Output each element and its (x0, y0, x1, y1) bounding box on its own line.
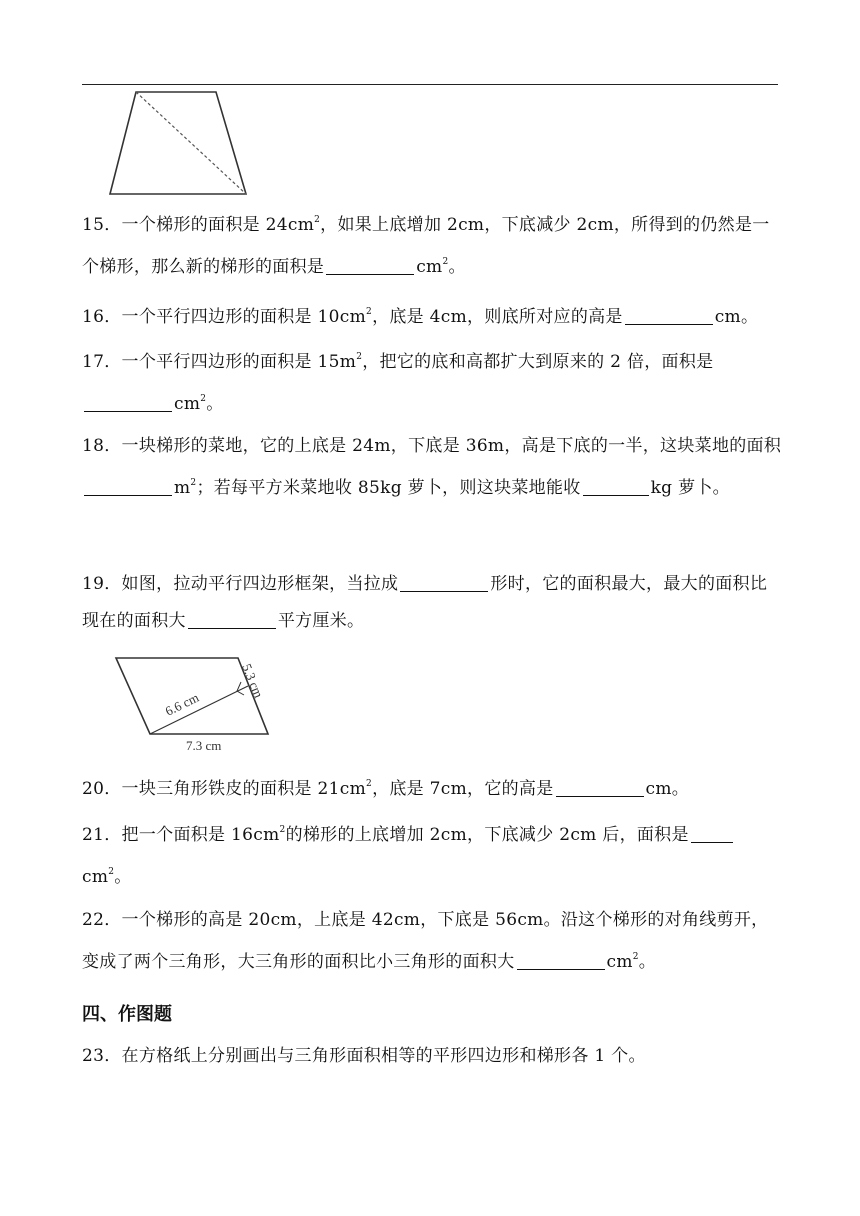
parallelogram-figure (108, 650, 278, 756)
answer-blank[interactable] (556, 778, 644, 797)
question-16: 16．一个平行四边形的面积是 $10cm^2$，底是 4cm，则底所对应的高是 cm。 (82, 307, 759, 327)
question-22: 22．一个梯形的高是 20cm，上底是 42cm，下底是 56cm。沿这个梯形的对角线剪开，变成了两个三角形，大三角形的面积比小三角形的面积大 $cm^2$。 (82, 910, 769, 972)
question-19: 19．如图，拉动平行四边形框架，当拉成 形时，它的面积最大，最大的面积比现在的面积大 平方厘米。 (82, 574, 768, 631)
answer-blank[interactable] (691, 824, 733, 843)
section-heading: 四、作图题 (82, 1004, 172, 1025)
answer-blank[interactable] (583, 477, 649, 496)
answer-blank[interactable] (625, 306, 713, 325)
answer-blank[interactable] (84, 393, 172, 412)
question-21: 21．把一个面积是 $16cm^2$的梯形的上底增加 2cm，下底减少 2cm 后，面积是$cm^2$。 (82, 812, 782, 896)
side-label: 5.3 cm (239, 661, 267, 700)
question-17: 17．一个平行四边形的面积是 $15m^2$，把它的底和高都扩大到原来的 2 倍，面积是$cm^2$。 (82, 352, 714, 414)
answer-blank[interactable] (517, 951, 605, 970)
height-label: 6.6 cm (162, 689, 202, 719)
trapezoid-figure (104, 88, 254, 198)
answer-blank[interactable] (326, 256, 414, 275)
base-label: 7.3 cm (186, 738, 222, 753)
question-20: 20．一块三角形铁皮的面积是 $21cm^2$，底是 7cm，它的高是 cm。 (82, 779, 690, 799)
answer-blank[interactable] (84, 477, 172, 496)
question-18: 18．一块梯形的菜地，它的上底是 24m，下底是 36m，高是下底的一半，这块菜地的面积$m^2$；若每平方米菜地收 85kg 萝卜，则这块菜地能收 kg 萝卜。 (82, 436, 782, 498)
header-rule (82, 84, 778, 85)
question-23: 23．在方格纸上分别画出与三角形面积相等的平形四边形和梯形各 1 个。 (82, 1046, 646, 1066)
question-15: 15．一个梯形的面积是 $24cm^2$，如果上底增加 2cm，下底减少 2cm，所得到的仍然是一个梯形，那么新的梯形的面积是 $cm^2$。 (82, 215, 770, 277)
answer-blank[interactable] (188, 610, 276, 629)
answer-blank[interactable] (400, 573, 488, 592)
